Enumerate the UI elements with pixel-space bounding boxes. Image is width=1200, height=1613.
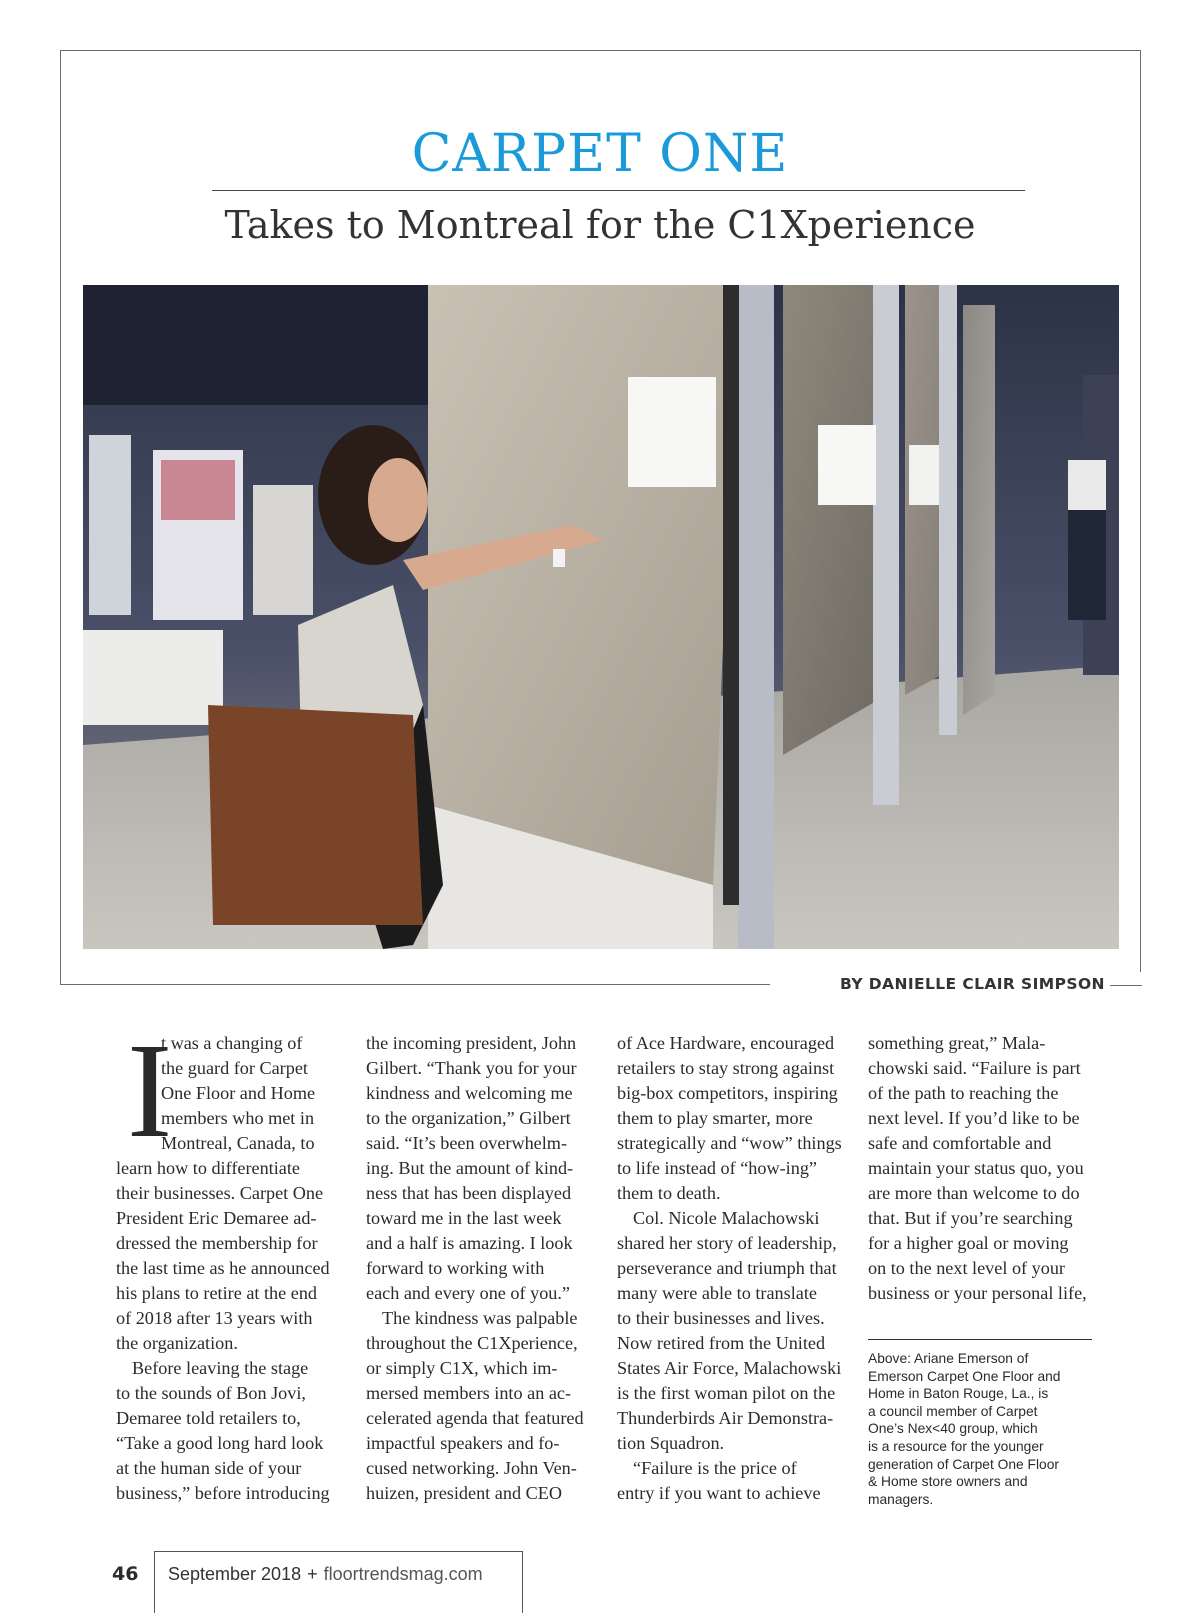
text-line: to the organization,” Gilbert xyxy=(366,1108,571,1128)
text-line: “Take a good long hard look xyxy=(116,1433,324,1453)
article-photo xyxy=(83,285,1119,949)
text-line: mersed members into an ac- xyxy=(366,1383,572,1403)
text-line: Now retired from the United xyxy=(617,1333,826,1353)
text-line: of the path to reaching the xyxy=(868,1083,1059,1103)
text-line: Montreal, Canada, to xyxy=(161,1133,315,1153)
article-kicker: CARPET ONE xyxy=(411,124,789,184)
text-line: Gilbert. “Thank you for your xyxy=(366,1058,577,1078)
text-line: t was a changing of xyxy=(161,1033,303,1053)
article-column-1 xyxy=(116,1016,348,1506)
text-line: each and every one of you.” xyxy=(366,1283,571,1303)
text-line: next level. If you’d like to be xyxy=(868,1108,1080,1128)
article-paragraph xyxy=(116,1016,348,1356)
text-line: perseverance and triumph that xyxy=(617,1258,837,1278)
byline: BY DANIELLE CLAIR SIMPSON xyxy=(832,973,1113,995)
article-column-2 xyxy=(366,1031,598,1506)
text-line: chowski said. “Failure is part xyxy=(868,1058,1081,1078)
text-line: the organization. xyxy=(116,1333,238,1353)
text-line: is the first woman pilot on the xyxy=(617,1383,836,1403)
text-line: something great,” Mala- xyxy=(868,1033,1046,1053)
caption-line: is a resource for the younger xyxy=(868,1438,1044,1454)
text-line: “Failure is the price of xyxy=(633,1458,797,1478)
folio xyxy=(168,1564,483,1585)
text-line: ing. But the amount of kind- xyxy=(366,1158,574,1178)
text-line: of Ace Hardware, encouraged xyxy=(617,1033,835,1053)
text-line: maintain your status quo, you xyxy=(868,1158,1084,1178)
text-line: them to play smarter, more xyxy=(617,1108,813,1128)
text-line: them to death. xyxy=(617,1183,721,1203)
text-line: the incoming president, John xyxy=(366,1033,577,1053)
text-line: safe and comfortable and xyxy=(868,1133,1052,1153)
text-line: on to the next level of your xyxy=(868,1258,1065,1278)
text-line: of 2018 after 13 years with xyxy=(116,1308,313,1328)
text-line: President Eric Demaree ad- xyxy=(116,1208,317,1228)
text-line: Col. Nicole Malachowski xyxy=(633,1208,820,1228)
text-line: forward to working with xyxy=(366,1258,545,1278)
caption-line: managers. xyxy=(868,1491,934,1507)
caption-line: a council member of Carpet xyxy=(868,1403,1038,1419)
text-line: and a half is amazing. I look xyxy=(366,1233,573,1253)
drop-cap: I xyxy=(127,1016,173,1166)
article-paragraph xyxy=(617,1031,849,1206)
text-line: the guard for Carpet xyxy=(161,1058,308,1078)
page-number: 46 xyxy=(112,1563,139,1585)
caption-line: One’s Nex<40 group, which xyxy=(868,1421,1038,1437)
photo-caption xyxy=(868,1350,1100,1508)
text-line: dressed the membership for xyxy=(116,1233,318,1253)
article-paragraph xyxy=(868,1031,1100,1306)
text-line: many were able to translate xyxy=(617,1283,817,1303)
folio-separator: + xyxy=(307,1564,318,1584)
byline-rule xyxy=(1110,985,1142,986)
folio-site-link[interactable]: floortrendsmag.com xyxy=(323,1564,483,1584)
text-line: the last time as he announced xyxy=(116,1258,330,1278)
text-line: to their businesses and lives. xyxy=(617,1308,825,1328)
caption-line: & Home store owners and xyxy=(868,1474,1028,1490)
folio-issue: September 2018 xyxy=(168,1564,302,1584)
text-line: retailers to stay strong against xyxy=(617,1058,835,1078)
caption-rule xyxy=(868,1339,1092,1340)
text-line: One Floor and Home xyxy=(161,1083,316,1103)
text-line: The kindness was palpable xyxy=(382,1308,578,1328)
text-line: cused networking. John Ven- xyxy=(366,1458,577,1478)
text-line: to life instead of “how-ing” xyxy=(617,1158,818,1178)
caption-line: Above: Ariane Emerson of xyxy=(868,1351,1029,1366)
text-line: impactful speakers and fo- xyxy=(366,1433,560,1453)
text-line: learn how to differentiate xyxy=(116,1158,300,1178)
text-line: celerated agenda that featured xyxy=(366,1408,584,1428)
text-line: throughout the C1Xperience, xyxy=(366,1333,578,1353)
text-line: for a higher goal or moving xyxy=(868,1233,1069,1253)
text-line: Before leaving the stage xyxy=(132,1358,309,1378)
text-line: tion Squadron. xyxy=(617,1433,725,1453)
text-line: Demaree told retailers to, xyxy=(116,1408,301,1428)
text-line: members who met in xyxy=(161,1108,315,1128)
text-line: huizen, president and CEO xyxy=(366,1483,562,1503)
text-line: ness that has been displayed xyxy=(366,1183,572,1203)
title-divider xyxy=(212,190,1025,191)
caption-line: Emerson Carpet One Floor and xyxy=(868,1368,1061,1384)
text-line: that. But if you’re searching xyxy=(868,1208,1073,1228)
text-line: said. “It’s been overwhelm- xyxy=(366,1133,568,1153)
article-paragraph xyxy=(366,1031,598,1306)
text-line: to the sounds of Bon Jovi, xyxy=(116,1383,306,1403)
caption-line: generation of Carpet One Floor xyxy=(868,1456,1059,1472)
text-line: are more than welcome to do xyxy=(868,1183,1080,1203)
article-paragraph xyxy=(617,1206,849,1456)
photo-illustration xyxy=(83,285,1119,949)
text-line: strategically and “wow” things xyxy=(617,1133,842,1153)
text-line: Thunderbirds Air Demonstra- xyxy=(617,1408,834,1428)
text-line: their businesses. Carpet One xyxy=(116,1183,324,1203)
caption-line: Home in Baton Rouge, La., is xyxy=(868,1386,1049,1402)
article-paragraph xyxy=(366,1306,598,1506)
text-line: toward me in the last week xyxy=(366,1208,562,1228)
text-line: entry if you want to achieve xyxy=(617,1483,821,1503)
article-column-3 xyxy=(617,1031,849,1506)
text-line: kindness and welcoming me xyxy=(366,1083,573,1103)
text-line: States Air Force, Malachowski xyxy=(617,1358,842,1378)
text-line: at the human side of your xyxy=(116,1458,302,1478)
article-paragraph xyxy=(617,1456,849,1506)
article-paragraph xyxy=(116,1356,348,1506)
article-headline: Takes to Montreal for the C1Xperience xyxy=(224,203,976,247)
text-line: or simply C1X, which im- xyxy=(366,1358,558,1378)
text-line: business or your personal life, xyxy=(868,1283,1087,1303)
text-line: shared her story of leadership, xyxy=(617,1233,837,1253)
article-column-4 xyxy=(868,1031,1100,1306)
text-line: business,” before introducing xyxy=(116,1483,330,1503)
text-line: big-box competitors, inspiring xyxy=(617,1083,838,1103)
text-line: his plans to retire at the end xyxy=(116,1283,318,1303)
